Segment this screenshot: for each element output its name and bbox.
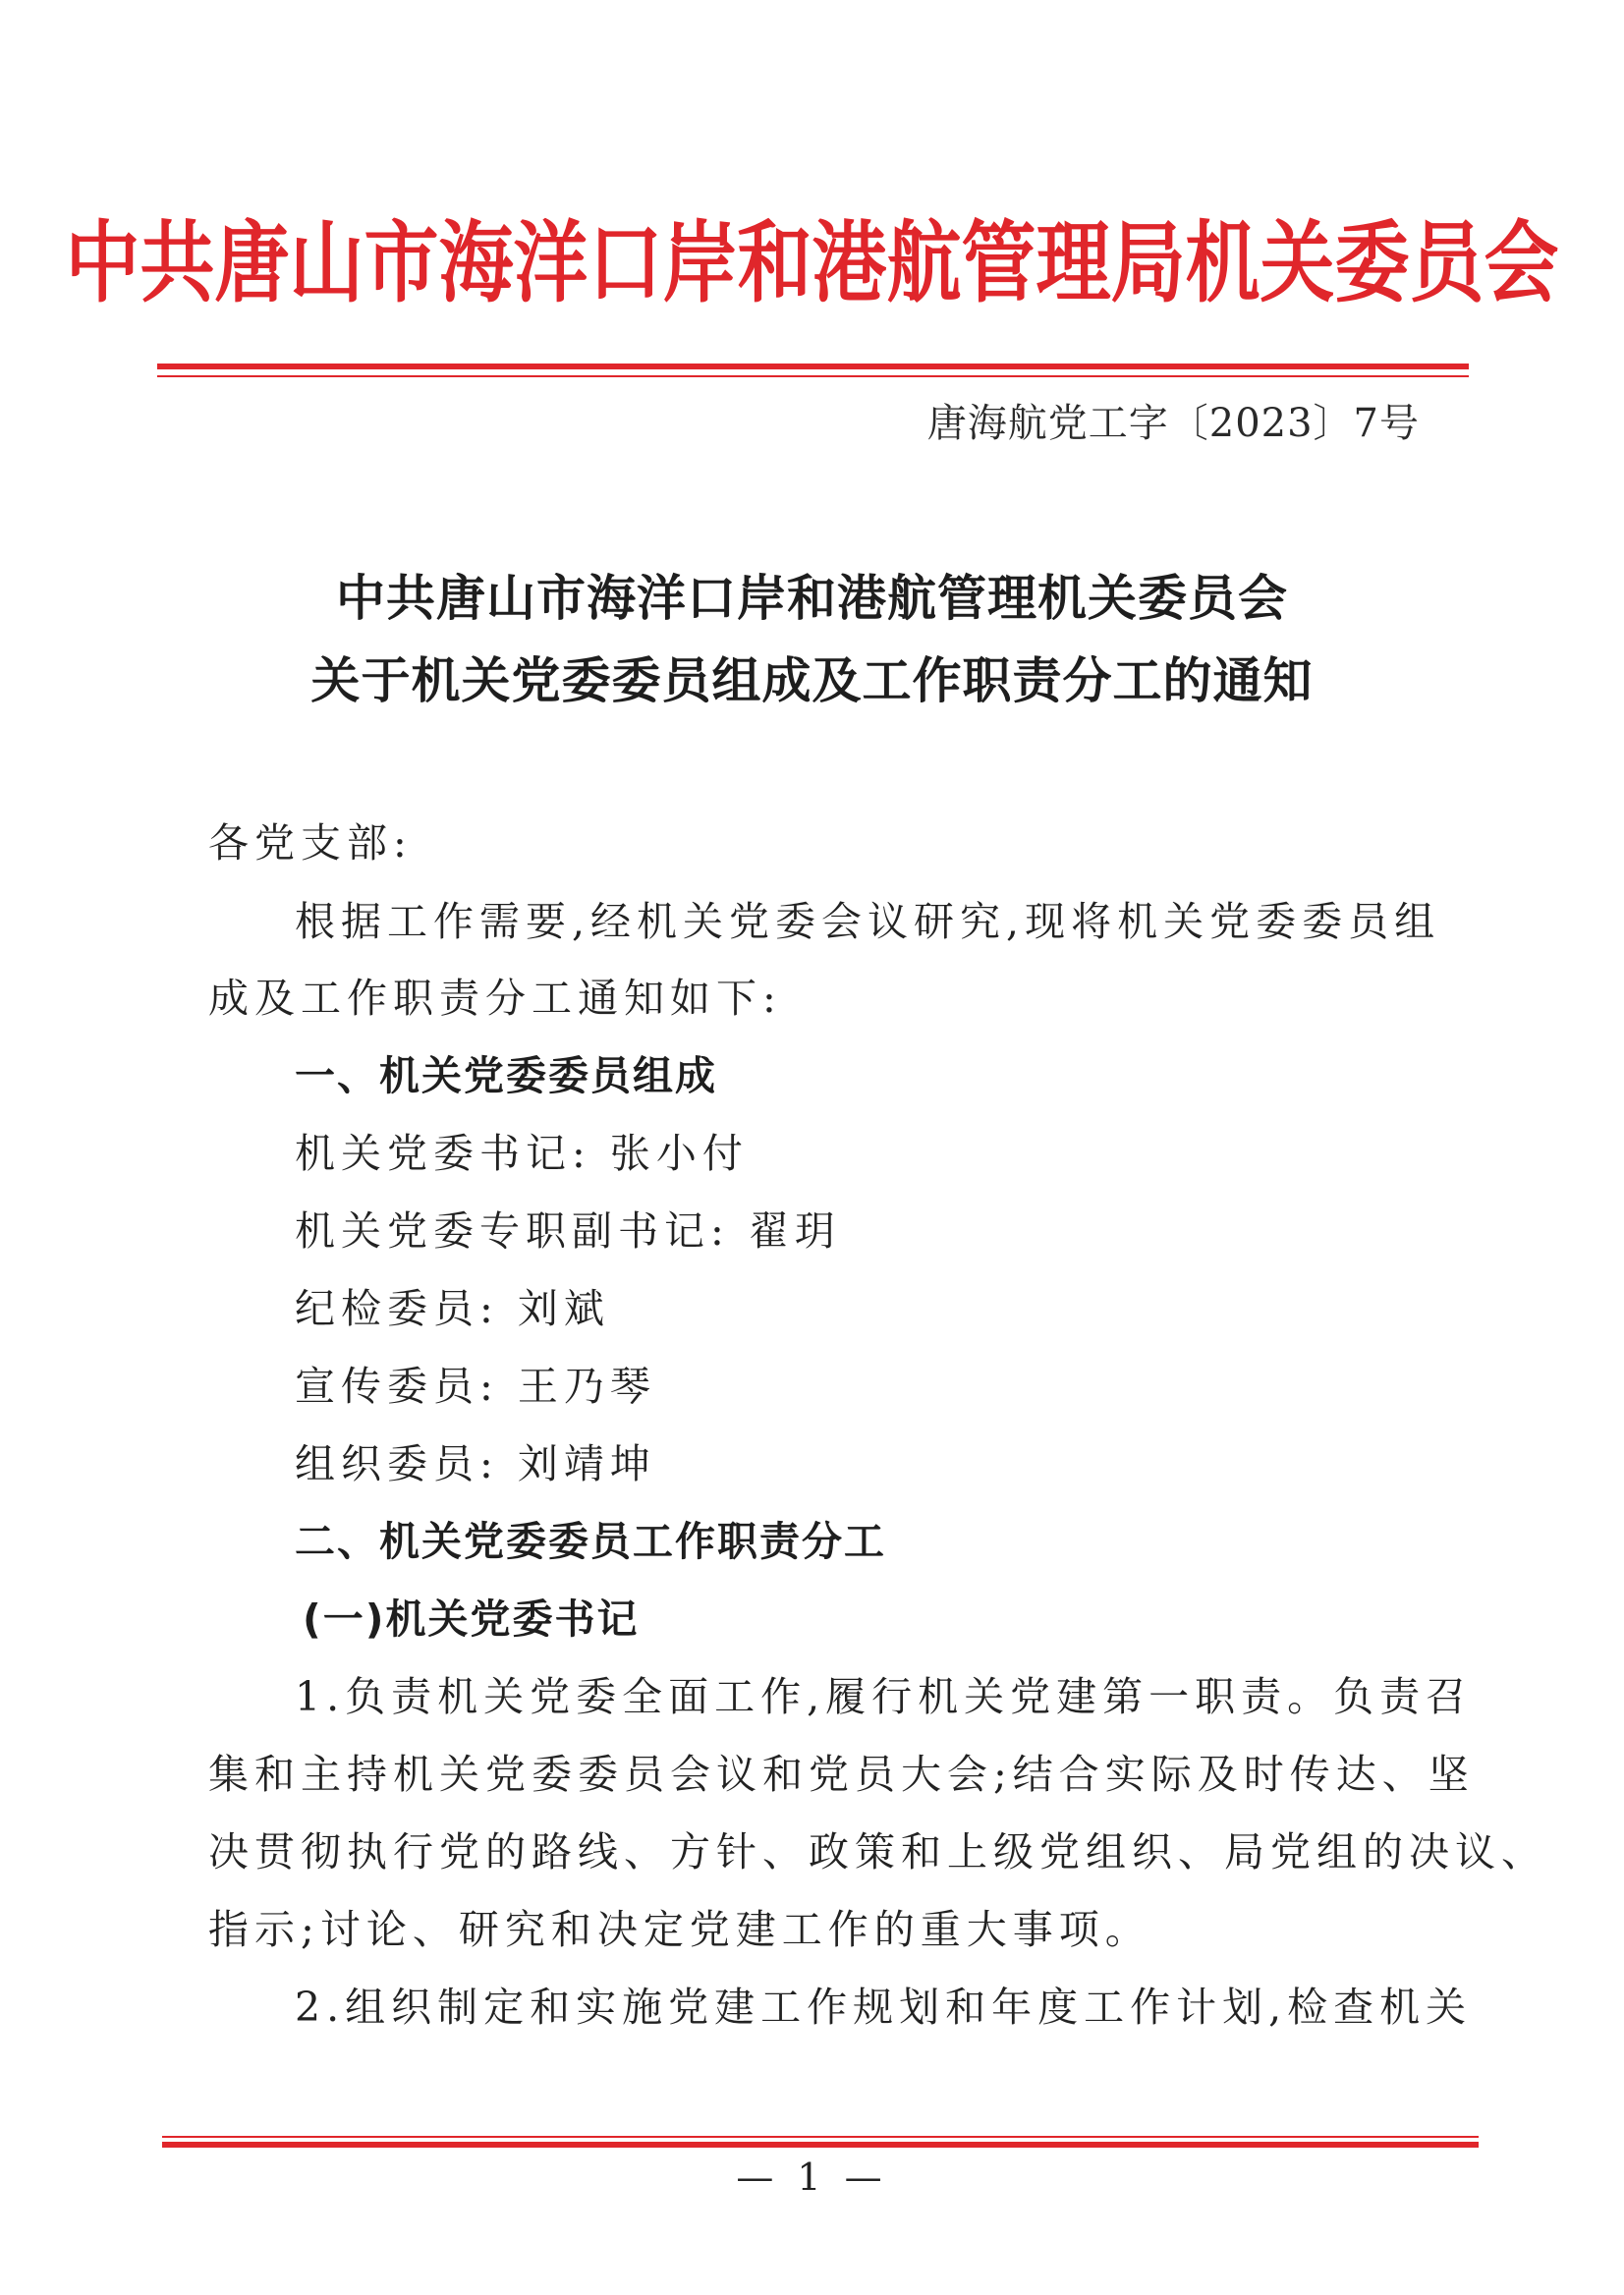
section-heading-members: 一、机关党委委员组成 <box>295 1052 717 1099</box>
duty-1-line-3: 决贯彻执行党的路线、方针、政策和上级党组织、局党组的决议、 <box>208 1828 1547 1875</box>
intro-paragraph-line-2: 成及工作职责分工通知如下: <box>208 975 782 1022</box>
salutation: 各党支部: <box>208 819 413 867</box>
footer-rule-thick <box>162 2142 1479 2148</box>
duty-1-line-1: 1.负责机关党委全面工作,履行机关党建第一职责。负责召 <box>295 1673 1473 1720</box>
section-heading-duties: 二、机关党委委员工作职责分工 <box>295 1518 886 1565</box>
duty-1-line-4: 指示;讨论、研究和决定党建工作的重大事项。 <box>208 1906 1151 1953</box>
member-organization: 组织委员: 刘靖坤 <box>295 1440 656 1487</box>
page-number: — 1 — <box>736 2155 888 2199</box>
header-rule-thick <box>157 364 1469 369</box>
member-publicity: 宣传委员: 王乃琴 <box>295 1363 656 1410</box>
subsection-heading-secretary: (一)机关党委书记 <box>303 1595 640 1643</box>
member-discipline: 纪检委员: 刘斌 <box>295 1285 610 1332</box>
footer-rule-thin <box>162 2136 1479 2138</box>
duty-2-line-1: 2.组织制定和实施党建工作规划和年度工作计划,检查机关 <box>295 1984 1473 2031</box>
red-header-organization: 中共唐山市海洋口岸和港航管理局机关委员会 <box>65 210 1559 314</box>
document-title-line-2: 关于机关党委委员组成及工作职责分工的通知 <box>310 652 1314 709</box>
header-rule-thin <box>157 375 1469 377</box>
member-deputy-secretary: 机关党委专职副书记: 翟玥 <box>295 1207 841 1255</box>
duty-1-line-2: 集和主持机关党委委员会议和党员大会;结合实际及时传达、坚 <box>208 1751 1475 1798</box>
intro-paragraph-line-1: 根据工作需要,经机关党委会议研究,现将机关党委委员组 <box>295 898 1441 945</box>
document-number: 唐海航党工字〔2023〕7号 <box>926 401 1420 446</box>
member-secretary: 机关党委书记: 张小付 <box>295 1130 749 1177</box>
document-title-line-1: 中共唐山市海洋口岸和港航管理机关委员会 <box>336 570 1288 627</box>
